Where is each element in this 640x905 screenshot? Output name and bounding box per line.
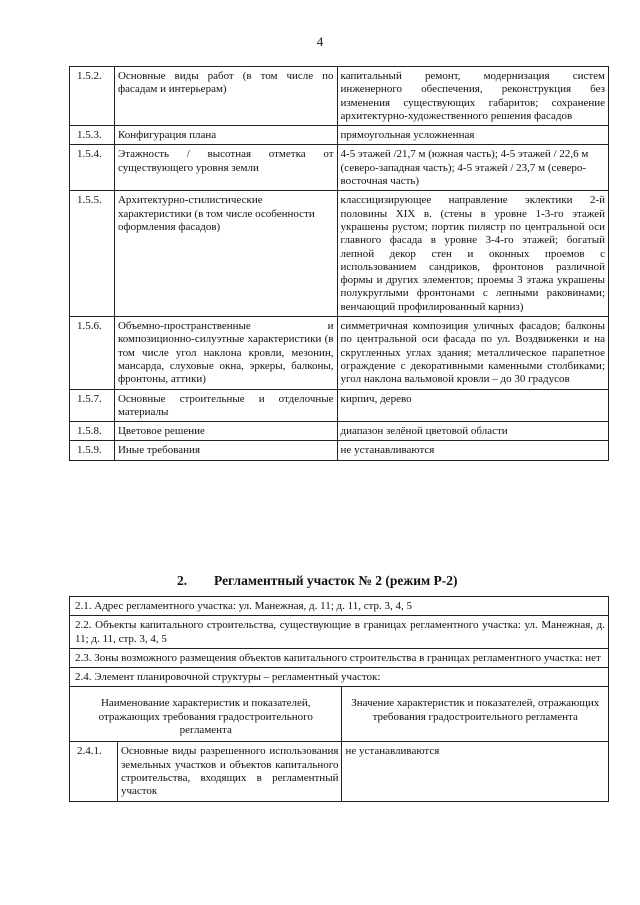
- row-value: не устанавливаются: [337, 441, 608, 460]
- table-row: [70, 389, 609, 422]
- row-name: Основные строительные и отделочные материалы: [114, 389, 337, 422]
- section-title: Регламентный участок № 2 (режим Р-2): [214, 573, 458, 588]
- row-value: 4-5 этажей /21,7 м (южная часть); 4-5 этажей / 22,6 м (северо-западная часть); 4-5 этажей / 23,7 м (северо-восточная часть): [337, 145, 608, 191]
- row-value: прямоугольная усложненная: [337, 126, 608, 145]
- header-characteristics: Наименование характеристик и показателей, отражающих требования градостроительного регламента: [70, 687, 342, 742]
- table-row: [70, 597, 609, 616]
- table-row: [70, 742, 609, 801]
- row-number: 1.5.6.: [70, 317, 115, 389]
- row-name: Цветовое решение: [114, 422, 337, 441]
- table-row: [70, 648, 609, 667]
- row-name: Иные требования: [114, 441, 337, 460]
- table-row: [70, 422, 609, 441]
- zones-row: 2.3. Зоны возможного размещения объектов капитального строительства в границах регламентного участка: нет: [70, 648, 609, 667]
- row-value: диапазон зелёной цветовой области: [337, 422, 608, 441]
- row-number: 1.5.2.: [70, 67, 115, 126]
- table-row: [70, 317, 609, 389]
- table-row: [70, 668, 609, 687]
- row-value: классицизирующее направление эклектики 2-й половины XIX в. (стены в уровне 1-3-го этажей украшены рустом; портик пилястр по центральной оси главного фасада в уровне 3-4-го этажей; богатый лепной декор стен и оконных проемов с использованием сандриков, фронтонов различной формы и других элементов; проемы 3 этажа украшены полукруглыми фронтонами с лепными раковинами; венчающий профилированный карниз): [337, 191, 608, 317]
- row-number: 1.5.9.: [70, 441, 115, 460]
- row-number: 1.5.4.: [70, 145, 115, 191]
- row-name: Основные виды работ (в том числе по фасадам и интерьерам): [114, 67, 337, 126]
- row-value: не устанавливаются: [342, 742, 609, 801]
- row-value: капитальный ремонт, модернизация систем инженерного обеспечения, реконструкция без изменения существующих габаритов; сохранение архитектурно-художественного решения фасадов: [337, 67, 608, 126]
- table-row: [70, 616, 609, 649]
- row-number: 1.5.8.: [70, 422, 115, 441]
- row-name: Основные виды разрешенного использования земельных участков и объектов капитального строительства, входящих в регламентный участок: [117, 742, 342, 801]
- address-row: 2.1. Адрес регламентного участка: ул. Манежная, д. 11; д. 11, стр. 3, 4, 5: [70, 597, 609, 616]
- table-header-row: [70, 687, 609, 742]
- objects-row: 2.2. Объекты капитального строительства, существующие в границах регламентного участка: ул. Манежная, д. 11; д. 11, стр. 3, 4, 5: [70, 616, 609, 649]
- page-number: 4: [316, 34, 324, 49]
- row-name: Конфигурация плана: [114, 126, 337, 145]
- element-row: 2.4. Элемент планировочной структуры – регламентный участок:: [70, 668, 609, 687]
- header-values: Значение характеристик и показателей, отражающих требования градостроительного регламента: [342, 687, 609, 742]
- row-name: Этажность / высотная отметка от существующего уровня земли: [114, 145, 337, 191]
- section-number: 2.: [177, 573, 188, 588]
- table-row: [70, 67, 609, 126]
- table-row: [70, 441, 609, 460]
- row-number: 1.5.3.: [70, 126, 115, 145]
- requirements-table-1: [69, 66, 609, 461]
- row-number: 1.5.7.: [70, 389, 115, 422]
- table-row: [70, 191, 609, 317]
- row-value: кирпич, дерево: [337, 389, 608, 422]
- row-number: 2.4.1.: [70, 742, 118, 801]
- requirements-table-2: [69, 596, 609, 802]
- table-row: [70, 145, 609, 191]
- row-number: 1.5.5.: [70, 191, 115, 317]
- row-name: Архитектурно-стилистические характеристики (в том числе особенности оформления фасадов): [114, 191, 337, 317]
- row-name: Объемно-пространственные и композиционно-силуэтные характеристики (в том числе угол наклона кровли, мезонин, мансарда, слуховые окна, эркеры, балконы, фронтоны, аттики): [114, 317, 337, 389]
- row-value: симметричная композиция уличных фасадов; балконы по центральной оси фасада по ул. Воздвиженки и на скругленных углах здания; металлическое парапетное ограждение с декоративными каменными столбиками; угол наклона вальмовой кровли – до 30 градусов: [337, 317, 608, 389]
- table-row: [70, 126, 609, 145]
